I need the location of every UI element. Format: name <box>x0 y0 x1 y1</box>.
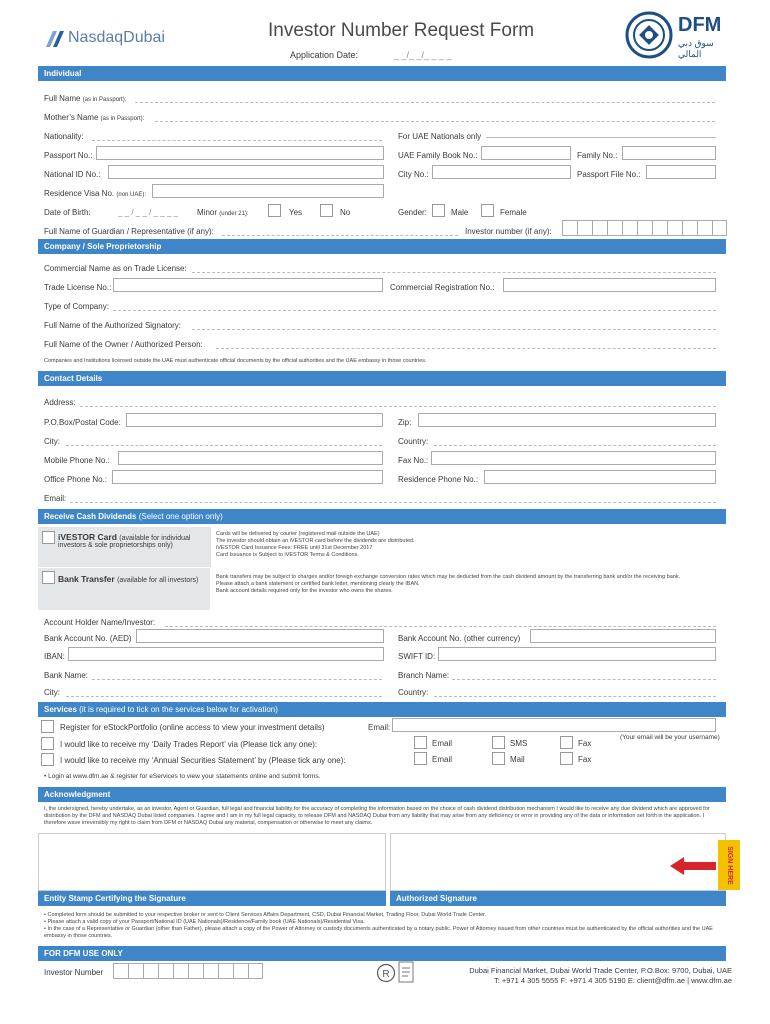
note-item: • Please attach a valid copy of your Passport/National ID (UAE Nationals)/Residence/Family book (UAE Nationals)/Residential Visa. <box>44 919 365 925</box>
address-field[interactable] <box>80 406 716 407</box>
daily-report-checkbox[interactable] <box>41 737 54 750</box>
dfm-logo-text: DFM <box>678 14 722 36</box>
section-contact: Contact Details <box>38 371 726 386</box>
arrow-left-icon <box>670 856 716 876</box>
investor-number-any-label: Investor number (if any): <box>465 227 552 236</box>
services-email-input[interactable] <box>392 718 716 732</box>
nasdaq-logo-text: NasdaqDubai <box>68 29 165 46</box>
daily-sms-checkbox[interactable] <box>492 736 505 749</box>
commercial-name-field[interactable] <box>192 272 716 273</box>
dob-field[interactable]: _ _ / _ _ / _ _ _ _ <box>118 208 179 217</box>
trade-license-label: Trade License No.: <box>44 283 112 292</box>
signature-label: Authorized Signature <box>390 891 726 906</box>
passport-file-input[interactable] <box>646 165 716 179</box>
estock-label: Register for eStockPortfolio (online access to view your investment details) <box>60 723 325 732</box>
certification-icon <box>398 961 414 983</box>
uae-only-line <box>486 137 716 138</box>
sign-here-text: SIGN HERE <box>725 845 733 885</box>
uae-only-label: For UAE Nationals only <box>398 132 482 141</box>
note-item: • Completed form should be submitted to your respective broker or sent to Client Services Affairs Department, CSD, Dubai Financial Market, Trading Floor, Dubai World Trade Center. <box>44 912 487 918</box>
authorized-signatory-field[interactable] <box>192 329 716 330</box>
bank-name-label: Bank Name: <box>44 671 89 680</box>
gender-female-checkbox[interactable] <box>481 204 494 217</box>
company-type-field[interactable] <box>113 310 716 311</box>
city-label: City: <box>44 437 60 446</box>
owner-field[interactable] <box>216 348 716 349</box>
ivestor-divider <box>210 527 211 567</box>
stamp-area[interactable] <box>38 833 386 891</box>
branch-name-label: Branch Name: <box>398 671 450 680</box>
nasdaq-logo <box>44 28 174 50</box>
bank-city-field[interactable] <box>66 696 382 697</box>
transfer-point: Please attach a bank statement or certified bank letter, mentioning clearly the IBAN. <box>216 581 420 587</box>
gender-male-label: Male <box>451 208 469 217</box>
annual-mail-checkbox[interactable] <box>492 752 505 765</box>
daily-sms-label: SMS <box>510 739 528 748</box>
annual-email-checkbox[interactable] <box>414 752 427 765</box>
address-label: Address: <box>44 398 76 407</box>
office-phone-input[interactable] <box>112 470 383 484</box>
trade-license-input[interactable] <box>113 278 383 292</box>
swift-input[interactable] <box>438 647 716 661</box>
branch-name-field[interactable] <box>452 679 716 680</box>
zip-label: Zip: <box>398 418 412 427</box>
annual-statement-checkbox[interactable] <box>41 753 54 766</box>
city-field[interactable] <box>66 445 382 446</box>
swift-label: SWIFT ID: <box>398 652 436 661</box>
ivestor-checkbox[interactable] <box>42 531 55 544</box>
transfer-point: Bank transfers may be subject to charges and/or foreign exchange conversion rates which may be deducted from the cash dividend amount by the transferring bank and/or the receiving bank. <box>216 574 681 580</box>
section-company: Company / Sole Proprietorship <box>38 239 726 254</box>
daily-email-checkbox[interactable] <box>414 736 427 749</box>
page-title: Investor Number Request Form <box>268 20 535 41</box>
passport-file-label: Passport File No.: <box>577 170 641 179</box>
guardian-field[interactable] <box>222 235 458 236</box>
family-no-label: Family No.: <box>577 151 618 160</box>
passport-no-input[interactable] <box>96 146 384 160</box>
daily-fax-label: Fax <box>578 739 592 748</box>
bank-aed-input[interactable] <box>136 629 384 643</box>
investor-number-label: Investor Number <box>44 968 104 977</box>
account-holder-field[interactable] <box>165 626 716 627</box>
residence-visa-input[interactable] <box>152 184 384 198</box>
dfm-logo-icon <box>624 10 674 60</box>
section-individual: Individual <box>38 66 726 81</box>
dfm-logo-arabic: سوق دبي المالي <box>678 38 714 59</box>
country-field[interactable] <box>434 445 716 446</box>
bank-other-label: Bank Account No. (other currency) <box>398 634 521 643</box>
bank-other-input[interactable] <box>530 629 716 643</box>
owner-label: Full Name of the Owner / Authorized Person: <box>44 340 203 349</box>
country-label: Country: <box>398 437 429 446</box>
mother-name-field[interactable] <box>155 121 715 122</box>
city-no-input[interactable] <box>432 165 571 179</box>
ivestor-note: investors & sole proprietorships only) <box>58 542 173 549</box>
services-email-label: Email: <box>368 723 391 732</box>
section-acknowledgment: Acknowledgment <box>38 787 726 802</box>
bank-name-field[interactable] <box>92 679 382 680</box>
bank-country-field[interactable] <box>434 696 716 697</box>
minor-no-checkbox[interactable] <box>320 204 333 217</box>
gender-female-label: Female <box>500 208 527 217</box>
minor-yes-checkbox[interactable] <box>268 204 281 217</box>
national-id-input[interactable] <box>108 165 384 179</box>
minor-label: Minor (under 21): <box>197 208 249 217</box>
commercial-name-label: Commercial Name as on Trade License: <box>44 264 187 273</box>
mother-name-label: Mother’s Name (as in Passport): <box>44 113 145 122</box>
zip-input[interactable] <box>418 413 716 427</box>
transfer-title: Bank Transfer (available for all investors) <box>58 574 199 584</box>
company-type-label: Type of Company: <box>44 302 109 311</box>
estock-checkbox[interactable] <box>41 720 54 733</box>
bank-country-label: Country: <box>398 688 429 697</box>
section-dividends: Receive Cash Dividends (Select one option only) <box>38 509 726 524</box>
annual-fax-label: Fax <box>578 755 592 764</box>
fax-input[interactable] <box>431 451 716 465</box>
username-note: (Your email will be your username) <box>620 734 720 741</box>
annual-fax-checkbox[interactable] <box>560 752 573 765</box>
email-label: Email: <box>44 494 67 503</box>
transfer-points <box>216 574 726 595</box>
annual-statement-label: I would like to receive my ‘Annual Securities Statement’ by (Please tick any one): <box>60 756 346 765</box>
family-book-input[interactable] <box>481 146 571 160</box>
bank-city-label: City: <box>44 688 60 697</box>
annual-email-label: Email <box>432 755 453 764</box>
daily-email-label: Email <box>432 739 453 748</box>
residence-phone-input[interactable] <box>484 470 716 484</box>
annual-mail-label: Mail <box>510 755 525 764</box>
stamp-label: Entity Stamp Certifying the Signature <box>38 891 386 906</box>
gender-male-checkbox[interactable] <box>432 204 445 217</box>
office-phone-label: Office Phone No.: <box>44 475 107 484</box>
passport-no-label: Passport No.: <box>44 151 93 160</box>
ivestor-title: iVESTOR Card (available for individual <box>58 532 191 542</box>
bank-aed-label: Bank Account No. (AED) <box>44 634 132 643</box>
residence-phone-label: Residence Phone No.: <box>398 475 479 484</box>
note-item: • In the case of a Representative or Guardian (other than Father), please attach a copy of the Power of Attorney or custody documents authenticated by a notary public. Power of Attorney issued from other countries must be authenticated by the official authorities and the UAE embassy in those countries. <box>44 926 713 939</box>
family-book-label: UAE Family Book No.: <box>398 151 478 160</box>
gender-label: Gender: <box>398 208 427 217</box>
full-name-label: Full Name (as in Passport): <box>44 94 127 103</box>
dfm-logo <box>624 10 734 60</box>
national-id-label: National ID No.: <box>44 170 101 179</box>
svg-text:R: R <box>382 969 390 980</box>
minor-no-label: No <box>340 208 351 217</box>
daily-report-label: I would like to receive my ‘Daily Trades Report’ via (Please tick any one): <box>60 740 318 749</box>
footer-contact: T: +971 4 305 5555 F: +971 4 305 5190 E: client@dfm.ae | www.dfm.ae <box>493 976 732 985</box>
daily-fax-checkbox[interactable] <box>560 736 573 749</box>
fax-label: Fax No.: <box>398 456 429 465</box>
city-no-label: City No.: <box>398 170 429 179</box>
ivestor-point: Cards will be delivered by courier (registered mail outside the UAE) <box>216 531 380 537</box>
guardian-label: Full Name of Guardian / Representative (if any): <box>44 227 214 236</box>
mobile-label: Mobile Phone No.: <box>44 456 110 465</box>
ivestor-point: Card Issuance is Subject to iVESTOR Terms & Conditions. <box>216 552 359 558</box>
section-services: Services (it is required to tick on the services below for activation) <box>38 702 726 717</box>
nasdaq-logo-icon <box>44 29 66 49</box>
application-date-label: Application Date: <box>290 50 359 60</box>
investor-number-any-cells[interactable] <box>562 220 727 236</box>
ivestor-point: iVESTOR Card Issuance Fees: FREE until 31st December 2017 <box>216 545 373 551</box>
footer-address: Dubai Financial Market, Dubai World Trade Center, P.O.Box: 9700, Dubai, UAE <box>469 966 732 975</box>
investor-number-cells[interactable] <box>113 963 263 979</box>
sign-here-tag <box>718 840 740 890</box>
ivestor-point: The investor should obtain an iVESTOR card before the dividends are distributed. <box>216 538 415 544</box>
ivestor-points <box>216 531 416 559</box>
dob-label: Date of Birth: <box>44 208 91 217</box>
application-date-field[interactable]: _ _/_ _/_ _ _ _ <box>394 50 452 60</box>
email-field[interactable] <box>70 502 716 503</box>
company-note: Companies and Institutions licensed outside the UAE must authenticate official documents by the official authorities and the UAE embassy in those countries. <box>44 358 427 364</box>
iban-input[interactable] <box>68 647 384 661</box>
residence-visa-label: Residence Visa No. (non UAE): <box>44 189 147 198</box>
nationality-field[interactable] <box>92 140 382 141</box>
transfer-point: Bank account details required only for the investor who owns the shares. <box>216 588 393 594</box>
submission-notes <box>44 912 724 940</box>
login-note: • Login at www.dfm.ae & register for eServices to view your statements online and submit forms. <box>44 773 321 780</box>
mobile-input[interactable] <box>118 451 383 465</box>
account-holder-label: Account Holder Name/Investor: <box>44 618 156 627</box>
transfer-checkbox[interactable] <box>42 571 55 584</box>
section-dfm-use: FOR DFM USE ONLY <box>38 946 726 961</box>
registered-icon <box>376 963 396 983</box>
pobox-input[interactable] <box>126 413 383 427</box>
authorized-signatory-label: Full Name of the Authorized Signatory: <box>44 321 181 330</box>
ack-text: I, the undersigned, hereby undertake, as an investor, Agent or Guardian, full legal and financial liability for the accuracy of completing the information based on the choice of cash dividend distribution mechanism I would like to receive any due dividend which are approved for distribution by the DFM and NASDAQ Dubai listed companies. I agree and I am in my full legal capacity, to release DFM and NASDAQ Dubai from any liability that may arise from any deficiency or error in providing any of the data or information set forth in the application. I therefore wave irreversibly my right to claim from DFM or NASDAQ Dubai any material, compensation or otherwise to meet any claims. <box>44 806 710 826</box>
full-name-field[interactable] <box>135 102 715 103</box>
commercial-reg-input[interactable] <box>503 278 716 292</box>
nationality-label: Nationality: <box>44 132 84 141</box>
minor-yes-label: Yes <box>289 208 303 217</box>
family-no-input[interactable] <box>622 146 716 160</box>
pobox-label: P.O.Box/Postal Code: <box>44 418 121 427</box>
iban-label: IBAN: <box>44 652 65 661</box>
commercial-reg-label: Commercial Registration No.: <box>390 283 495 292</box>
